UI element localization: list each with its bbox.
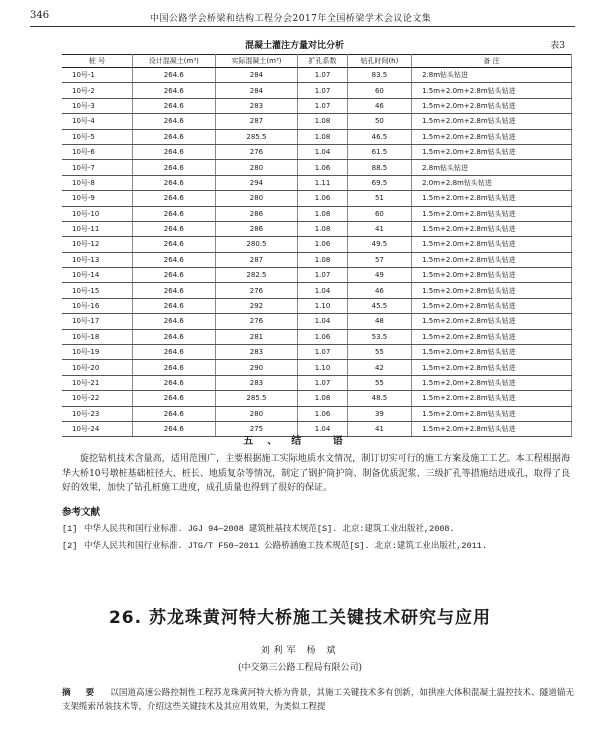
table-cell: 264.6 <box>133 345 216 360</box>
table-cell: 284 <box>215 83 298 98</box>
table-cell: 1.04 <box>298 283 347 298</box>
table-cell: 10号-3 <box>62 98 133 113</box>
table-cell: 1.07 <box>298 345 347 360</box>
table-cell: 41 <box>347 221 411 236</box>
table-cell: 88.5 <box>347 160 411 175</box>
table-cell: 286 <box>215 221 298 236</box>
table-row <box>62 375 572 390</box>
table-cell: 10号-5 <box>62 129 133 144</box>
table-cell: 48.5 <box>347 391 411 406</box>
table-cell: 287 <box>215 114 298 129</box>
table-cell: 10号-11 <box>62 221 133 236</box>
table-cell: 1.5m+2.0m+2.8m钻头钻进 <box>412 314 572 329</box>
table-cell: 1.5m+2.0m+2.8m钻头钻进 <box>412 191 572 206</box>
table-cell: 10号-14 <box>62 268 133 283</box>
table-row <box>62 114 572 129</box>
table-cell: 42 <box>347 360 411 375</box>
table-cell: 10号-15 <box>62 283 133 298</box>
table-row <box>62 406 572 421</box>
table-caption <box>30 38 575 52</box>
table-row <box>62 68 572 83</box>
table-row <box>62 206 572 221</box>
table-cell: 285.5 <box>215 391 298 406</box>
table-cell: 1.08 <box>298 391 347 406</box>
table-row <box>62 237 572 252</box>
table-cell: 1.5m+2.0m+2.8m钻头钻进 <box>412 345 572 360</box>
table-cell: 2.0m+2.8m钻头钻进 <box>412 175 572 190</box>
table-cell: 1.04 <box>298 421 347 436</box>
table-row <box>62 268 572 283</box>
reference-number: [1] <box>62 524 78 534</box>
table-cell: 1.06 <box>298 237 347 252</box>
table-row <box>62 83 572 98</box>
table-cell: 264.6 <box>133 314 216 329</box>
table-row <box>62 329 572 344</box>
table-cell: 280 <box>215 406 298 421</box>
table-cell: 51 <box>347 191 411 206</box>
table-cell: 1.06 <box>298 160 347 175</box>
table-cell: 276 <box>215 144 298 159</box>
table-cell: 290 <box>215 360 298 375</box>
col-header: 钻孔时间(h) <box>347 55 411 68</box>
table-row <box>62 98 572 113</box>
running-header <box>30 10 575 27</box>
table-cell: 1.5m+2.0m+2.8m钻头钻进 <box>412 252 572 267</box>
table-cell: 292 <box>215 298 298 313</box>
table-cell: 1.07 <box>298 98 347 113</box>
table-row <box>62 391 572 406</box>
table-row <box>62 283 572 298</box>
table-cell: 264.6 <box>133 421 216 436</box>
table-cell: 264.6 <box>133 175 216 190</box>
table-cell: 10号-2 <box>62 83 133 98</box>
table-row <box>62 252 572 267</box>
table-cell: 280.5 <box>215 237 298 252</box>
table-cell: 1.06 <box>298 329 347 344</box>
table-header-row <box>62 55 572 68</box>
table-cell: 1.07 <box>298 83 347 98</box>
table-cell: 50 <box>347 114 411 129</box>
table-cell: 283 <box>215 345 298 360</box>
table-cell: 276 <box>215 314 298 329</box>
table-title: 混凝土灌注方量对比分析 <box>245 41 345 51</box>
table-cell: 1.08 <box>298 206 347 221</box>
table-cell: 1.5m+2.0m+2.8m钻头钻进 <box>412 360 572 375</box>
abstract <box>62 686 574 714</box>
table-cell: 1.07 <box>298 268 347 283</box>
table-cell: 1.5m+2.0m+2.8m钻头钻进 <box>412 206 572 221</box>
table-row <box>62 144 572 159</box>
references-list <box>62 522 572 556</box>
table-cell: 48 <box>347 314 411 329</box>
table-row <box>62 221 572 236</box>
table-cell: 294 <box>215 175 298 190</box>
table-cell: 264.6 <box>133 160 216 175</box>
table-cell: 264.6 <box>133 206 216 221</box>
table-cell: 1.08 <box>298 114 347 129</box>
table-cell: 2.8m钻头钻进 <box>412 68 572 83</box>
table-cell: 10号-9 <box>62 191 133 206</box>
table-cell: 39 <box>347 406 411 421</box>
table-row <box>62 314 572 329</box>
table-cell: 1.5m+2.0m+2.8m钻头钻进 <box>412 237 572 252</box>
table-cell: 1.5m+2.0m+2.8m钻头钻进 <box>412 83 572 98</box>
table-cell: 1.5m+2.0m+2.8m钻头钻进 <box>412 329 572 344</box>
table-cell: 10号-16 <box>62 298 133 313</box>
table-cell: 1.5m+2.0m+2.8m钻头钻进 <box>412 421 572 436</box>
table-cell: 1.5m+2.0m+2.8m钻头钻进 <box>412 144 572 159</box>
table-cell: 1.5m+2.0m+2.8m钻头钻进 <box>412 114 572 129</box>
table-cell: 280 <box>215 191 298 206</box>
article-title: 26. 苏龙珠黄河特大桥施工关键技术研究与应用 <box>108 608 492 628</box>
table-cell: 61.5 <box>347 144 411 159</box>
table-cell: 287 <box>215 252 298 267</box>
table-cell: 284 <box>215 68 298 83</box>
table-cell: 286 <box>215 206 298 221</box>
table-number: 表3 <box>550 41 565 51</box>
table-cell: 57 <box>347 252 411 267</box>
table-cell: 46 <box>347 283 411 298</box>
table-cell: 1.08 <box>298 129 347 144</box>
table-cell: 1.07 <box>298 375 347 390</box>
table-cell: 10号-4 <box>62 114 133 129</box>
table-cell: 2.8m钻头钻进 <box>412 160 572 175</box>
page-number: 346 <box>30 10 50 21</box>
table-cell: 264.6 <box>133 360 216 375</box>
table-cell: 264.6 <box>133 298 216 313</box>
table-cell: 55 <box>347 375 411 390</box>
col-header: 实际混凝土(m³) <box>215 55 298 68</box>
table-cell: 280 <box>215 160 298 175</box>
conclusion-paragraph: 旋挖钻机技术含量高，适用范围广，主要根据施工实际地质水文情况，制订切实可行的施工方案及施工工艺。本工程根据海华大桥10号墩桩基础桩径大、桩长、地质复杂等情况，制定了钢护筒护筒、制备优质泥浆、三级扩孔等措施结进成孔，取得了良好的效果，加快了钻孔桩施工进度，成孔质量也得到了很好的保证。 <box>62 454 570 493</box>
table-cell: 281 <box>215 329 298 344</box>
table-cell: 1.10 <box>298 298 347 313</box>
table-cell: 41 <box>347 421 411 436</box>
table-cell: 10号-20 <box>62 360 133 375</box>
table-cell: 264.6 <box>133 114 216 129</box>
abstract-label: 摘 要 <box>62 688 101 698</box>
table-cell: 83.5 <box>347 68 411 83</box>
table-cell: 10号-8 <box>62 175 133 190</box>
table-cell: 1.5m+2.0m+2.8m钻头钻进 <box>412 391 572 406</box>
references-heading: 参考文献 <box>62 507 101 518</box>
reference-item <box>62 539 572 553</box>
table-cell: 285.5 <box>215 129 298 144</box>
table-cell: 1.04 <box>298 144 347 159</box>
table-cell: 10号-1 <box>62 68 133 83</box>
table-cell: 1.04 <box>298 314 347 329</box>
reference-number: [2] <box>62 541 78 551</box>
table-cell: 10号-18 <box>62 329 133 344</box>
table-cell: 1.06 <box>298 191 347 206</box>
table-cell: 264.6 <box>133 144 216 159</box>
table-cell: 60 <box>347 83 411 98</box>
table-cell: 10号-22 <box>62 391 133 406</box>
col-header: 设计混凝土(m³) <box>133 55 216 68</box>
table-cell: 10号-10 <box>62 206 133 221</box>
table-cell: 10号-21 <box>62 375 133 390</box>
table-cell: 264.6 <box>133 252 216 267</box>
table-cell: 264.6 <box>133 237 216 252</box>
table-cell: 60 <box>347 206 411 221</box>
table-cell: 55 <box>347 345 411 360</box>
table-cell: 46 <box>347 98 411 113</box>
table-cell: 10号-23 <box>62 406 133 421</box>
table-cell: 10号-6 <box>62 144 133 159</box>
table-cell: 264.6 <box>133 98 216 113</box>
table-cell: 10号-17 <box>62 314 133 329</box>
table-cell: 264.6 <box>133 221 216 236</box>
table-cell: 276 <box>215 283 298 298</box>
table-cell: 264.6 <box>133 68 216 83</box>
table-cell: 1.06 <box>298 406 347 421</box>
conclusion-heading: 五、结 语 <box>243 436 357 447</box>
table-cell: 1.5m+2.0m+2.8m钻头钻进 <box>412 283 572 298</box>
table-cell: 1.5m+2.0m+2.8m钻头钻进 <box>412 268 572 283</box>
table-cell: 283 <box>215 375 298 390</box>
table-row <box>62 298 572 313</box>
table-cell: 282.5 <box>215 268 298 283</box>
table-cell: 10号-13 <box>62 252 133 267</box>
table-cell: 264.6 <box>133 268 216 283</box>
table-cell: 10号-24 <box>62 421 133 436</box>
table-cell: 46.5 <box>347 129 411 144</box>
table-cell: 1.10 <box>298 360 347 375</box>
article-authors: 刘利军 杨 斌 <box>260 646 340 656</box>
running-title: 中国公路学会桥梁和结构工程分会2017年全国桥梁学术会议论文集 <box>150 14 432 24</box>
table-cell: 10号-19 <box>62 345 133 360</box>
table-cell: 1.11 <box>298 175 347 190</box>
table-cell: 1.5m+2.0m+2.8m钻头钻进 <box>412 129 572 144</box>
col-header: 备 注 <box>412 55 572 68</box>
reference-item <box>62 522 572 536</box>
table-cell: 275 <box>215 421 298 436</box>
table-row <box>62 360 572 375</box>
table-cell: 264.6 <box>133 406 216 421</box>
table-cell: 1.07 <box>298 68 347 83</box>
table-cell: 49 <box>347 268 411 283</box>
article-affiliation: (中交第三公路工程局有限公司) <box>237 663 363 673</box>
table-cell: 264.6 <box>133 283 216 298</box>
col-header: 桩 号 <box>62 55 133 68</box>
table-cell: 264.6 <box>133 391 216 406</box>
table-cell: 1.5m+2.0m+2.8m钻头钻进 <box>412 375 572 390</box>
table-row <box>62 129 572 144</box>
table-cell: 45.5 <box>347 298 411 313</box>
reference-text: 中华人民共和国行业标准. JGJ 94—2008 建筑桩基技术规范[S]. 北京:建筑工业出版社,2008. <box>84 524 455 534</box>
table-cell: 1.08 <box>298 252 347 267</box>
abstract-text: 以国道高速公路控制性工程苏龙珠黄河特大桥为背景，其施工关键技术多有创新，如拱座大体积混凝土温控技术、隧道锚无支架缆索吊装技术等，介绍这些关键技术及其应用效果，为类似工程提 <box>62 688 574 712</box>
table-row <box>62 160 572 175</box>
table-row <box>62 345 572 360</box>
table-cell: 264.6 <box>133 129 216 144</box>
table-cell: 1.5m+2.0m+2.8m钻头钻进 <box>412 98 572 113</box>
table-cell: 1.5m+2.0m+2.8m钻头钻进 <box>412 221 572 236</box>
table-cell: 1.5m+2.0m+2.8m钻头钻进 <box>412 406 572 421</box>
table-cell: 264.6 <box>133 375 216 390</box>
concrete-volume-table <box>62 54 572 437</box>
conclusion-body <box>62 452 570 496</box>
col-header: 扩孔系数 <box>298 55 347 68</box>
table-cell: 1.08 <box>298 221 347 236</box>
table-cell: 10号-12 <box>62 237 133 252</box>
table-cell: 10号-7 <box>62 160 133 175</box>
table-row <box>62 175 572 190</box>
table-cell: 264.6 <box>133 329 216 344</box>
table-cell: 1.5m+2.0m+2.8m钻头钻进 <box>412 298 572 313</box>
table-cell: 69.5 <box>347 175 411 190</box>
table-row <box>62 191 572 206</box>
table-cell: 264.6 <box>133 191 216 206</box>
table-cell: 264.6 <box>133 83 216 98</box>
table-cell: 53.5 <box>347 329 411 344</box>
table-cell: 49.5 <box>347 237 411 252</box>
table-cell: 283 <box>215 98 298 113</box>
reference-text: 中华人民共和国行业标准. JTG/T F50—2011 公路桥涵施工技术规范[S]. 北京:建筑工业出版社,2011. <box>84 541 487 551</box>
